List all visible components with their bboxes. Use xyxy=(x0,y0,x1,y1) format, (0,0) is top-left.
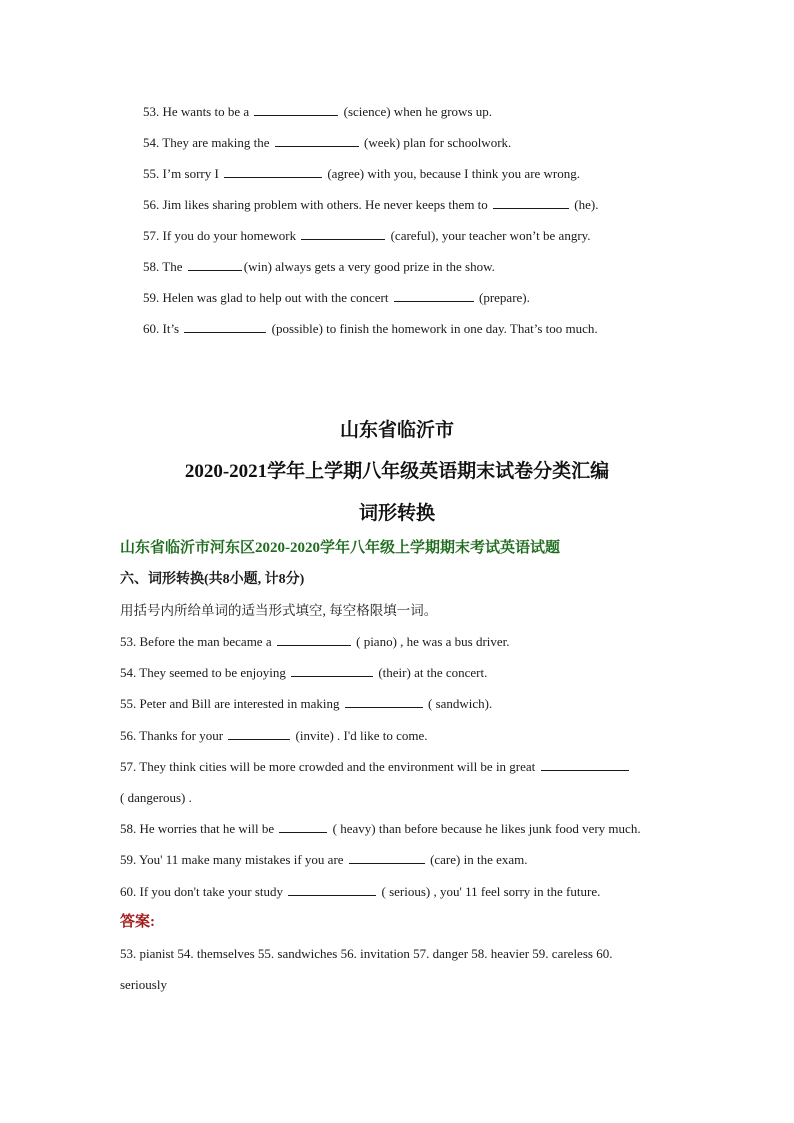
question-text: (careful), your teacher won’t be angry. xyxy=(387,228,591,243)
question-text: 57. If you do your homework xyxy=(143,228,300,243)
title-region: 山东省临沂市 xyxy=(339,420,454,441)
question-57-b xyxy=(120,758,631,776)
answer-blank[interactable] xyxy=(288,883,376,896)
question-text: 60. It’s xyxy=(143,321,183,336)
question-text: ( heavy) than before because he likes junk food very much. xyxy=(329,821,641,836)
question-text: (week) plan for schoolwork. xyxy=(360,135,512,150)
question-text: (science) when he grows up. xyxy=(340,104,493,119)
question-60-b xyxy=(120,883,600,901)
instruction-text: 用括号内所给单词的适当形式填空, 每空格限填一词。 xyxy=(120,603,438,618)
question-text: ( piano) , he was a bus driver. xyxy=(352,634,510,649)
question-53-a xyxy=(143,103,492,121)
question-54-b xyxy=(120,664,487,682)
question-59-b xyxy=(120,851,528,869)
question-56-a xyxy=(143,196,598,214)
answer-blank[interactable] xyxy=(541,758,629,771)
question-57-a xyxy=(143,227,591,245)
question-text: (their) at the concert. xyxy=(375,665,488,680)
answer-blank[interactable] xyxy=(345,695,423,708)
answer-list: 53. pianist 54. themselves 55. sandwiches 56. invitation 57. danger 58. heavier 59. careless 60. xyxy=(120,946,613,961)
question-text: (prepare). xyxy=(475,290,530,305)
answer-list-cont: seriously xyxy=(120,977,167,992)
answer-blank[interactable] xyxy=(228,727,290,740)
question-text: (possible) to finish the homework in one day. That’s too much. xyxy=(268,321,598,336)
question-text: 53. Before the man became a xyxy=(120,634,275,649)
question-text: 55. I’m sorry I xyxy=(143,166,223,181)
question-text: 54. They seemed to be enjoying xyxy=(120,665,290,680)
answer-blank[interactable] xyxy=(254,103,338,116)
question-text: 56. Jim likes sharing problem with others. He never keeps them to xyxy=(143,197,492,212)
source-heading: 山东省临沂市河东区2020-2020学年八年级上学期期末考试英语试题 xyxy=(120,540,560,556)
question-text: 59. You' 11 make many mistakes if you are xyxy=(120,852,347,867)
answer-blank[interactable] xyxy=(275,134,359,147)
question-text: 55. Peter and Bill are interested in making xyxy=(120,696,343,711)
question-text: (he). xyxy=(571,197,599,212)
answer-blank[interactable] xyxy=(277,633,351,646)
question-text: ( sandwich). xyxy=(424,696,493,711)
answer-blank[interactable] xyxy=(301,227,385,240)
question-53-b xyxy=(120,633,510,651)
question-text: 54. They are making the xyxy=(143,135,273,150)
question-text: (invite) . I'd like to come. xyxy=(292,728,428,743)
question-text: (win) always gets a very good prize in the show. xyxy=(243,259,495,274)
answer-blank[interactable] xyxy=(291,664,373,677)
answer-blank[interactable] xyxy=(394,289,474,302)
answer-heading: 答案: xyxy=(120,914,155,930)
question-text: 59. Helen was glad to help out with the concert xyxy=(143,290,392,305)
question-text: 57. They think cities will be more crowded and the environment will be in great xyxy=(120,759,539,774)
answer-blank[interactable] xyxy=(184,320,266,333)
question-58-a xyxy=(143,258,495,276)
question-54-a xyxy=(143,134,511,152)
question-text: 56. Thanks for your xyxy=(120,728,227,743)
question-55-b xyxy=(120,695,492,713)
question-text: (agree) with you, because I think you are wrong. xyxy=(324,166,581,181)
answer-blank[interactable] xyxy=(188,258,242,271)
answer-blank[interactable] xyxy=(493,196,569,209)
question-56-b xyxy=(120,727,427,745)
question-58-b xyxy=(120,820,641,838)
question-text: 60. If you don't take your study xyxy=(120,884,287,899)
title-main: 2020-2021学年上学期八年级英语期末试卷分类汇编 xyxy=(184,461,610,482)
question-55-a xyxy=(143,165,580,183)
question-text: 58. The xyxy=(143,259,186,274)
question-text: 53. He wants to be a xyxy=(143,104,253,119)
question-text: ( dangerous) . xyxy=(120,790,192,805)
question-57-b-cont xyxy=(120,789,192,807)
question-text: 58. He worries that he will be xyxy=(120,821,278,836)
question-text: (care) in the exam. xyxy=(426,852,528,867)
answer-blank[interactable] xyxy=(349,851,425,864)
question-60-a xyxy=(143,320,598,338)
question-text: ( serious) , you' 11 feel sorry in the future. xyxy=(378,884,601,899)
section-heading: 六、词形转换(共8小题, 计8分) xyxy=(120,572,305,587)
question-59-a xyxy=(143,289,530,307)
answer-blank[interactable] xyxy=(279,820,327,833)
answer-blank[interactable] xyxy=(224,165,322,178)
title-topic: 词形转换 xyxy=(358,503,435,524)
